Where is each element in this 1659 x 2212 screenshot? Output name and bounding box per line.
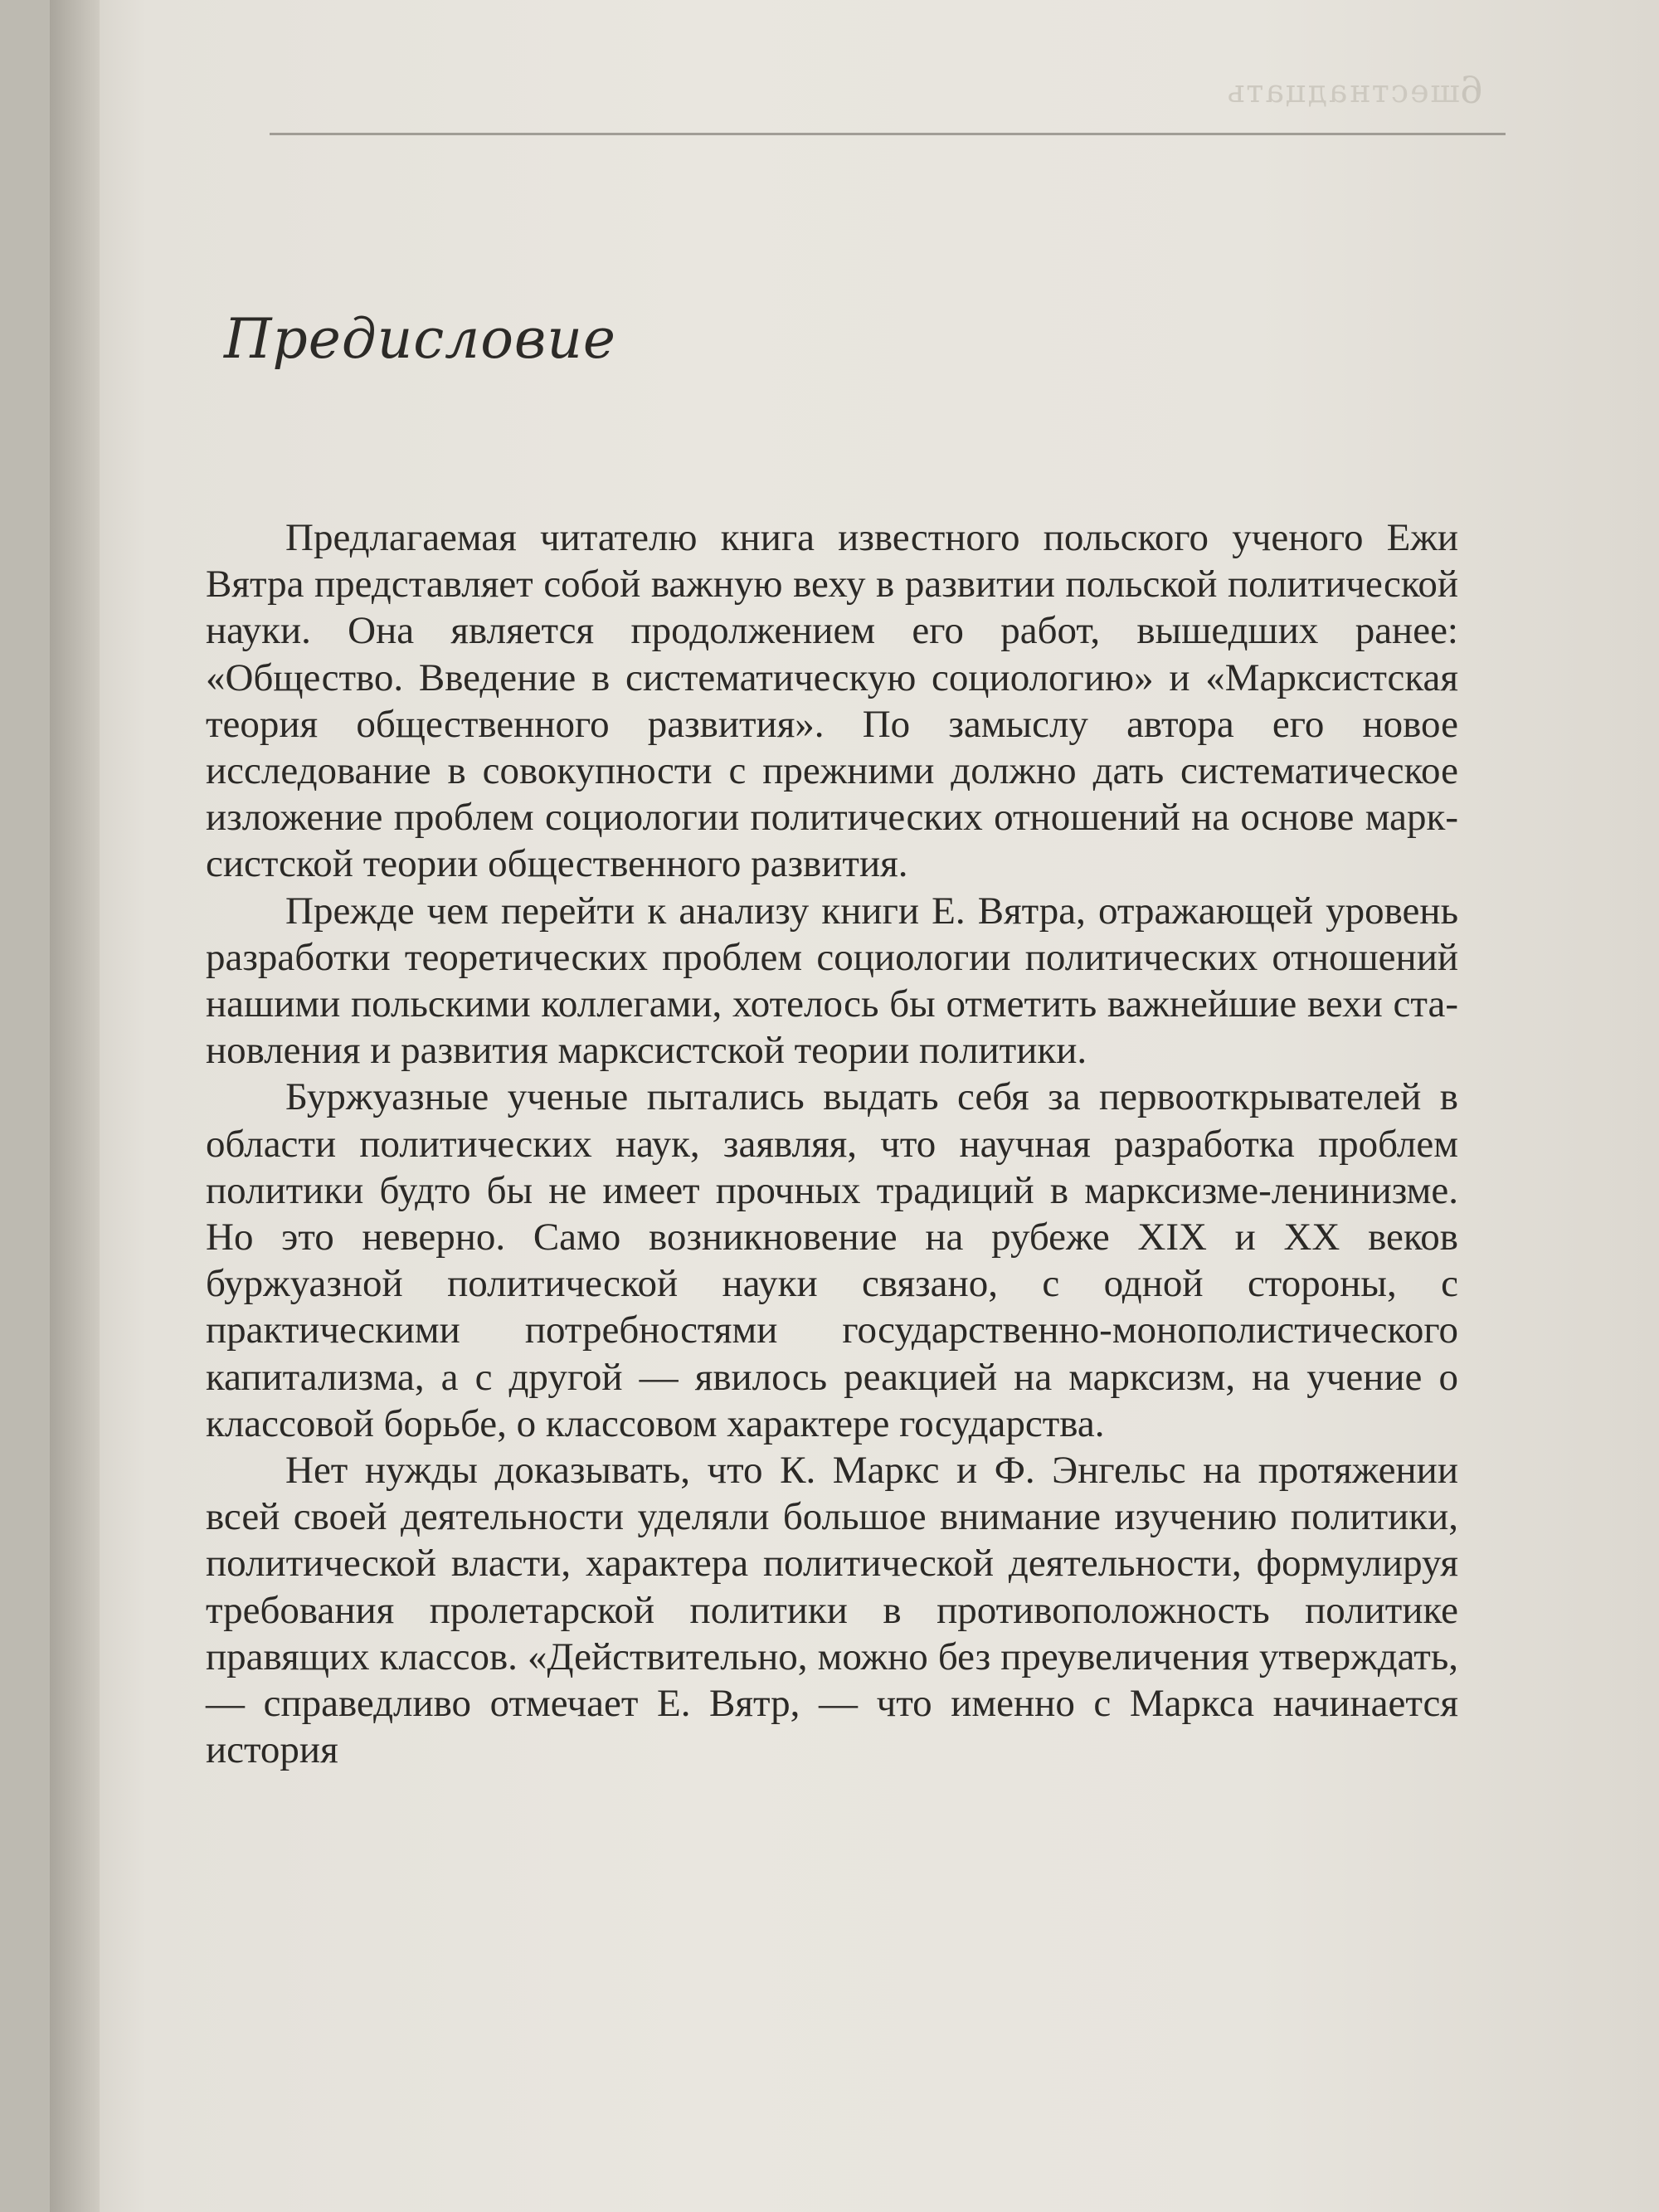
body-text bbox=[206, 514, 1458, 1773]
paragraph-1: Предлагаемая читателю книга известного польского ученого Ежи Вятра представляет собой важную веху в развитии польской политической науки. Она является продолжением его работ, вышедших ранее: «Общество. Введение в систематическую социологию» и «Марксистская теория общественного развития». По замыслу автора его новое исследование в совокупности с прежними должно дать систематическое изложение проблем социологии политических отношений на основе марксистской теории общественного развития. bbox=[206, 516, 1458, 886]
header-rule bbox=[270, 133, 1506, 135]
chapter-title: Предисловие bbox=[224, 307, 616, 371]
bleed-through-page-number: 6 bbox=[1460, 70, 1483, 112]
paragraph-3: Буржуазные ученые пытались выдать себя за первооткрывателей в области политических наук, заявляя, что научная разработка проблем политики будто бы не имеет прочных традиций в марксизме-ленинизме. Но это неверно. Само возникновение на рубеже XIX и XX веков буржуазной политической науки связано, с одной стороны, с практическими потребностями государственно-монополистического капитализма, а с другой — явилось реакцией на марксизм, на учение о классовой борьбе, о классовом характере государства. bbox=[206, 1075, 1458, 1445]
bleed-through-header: шестнадцать bbox=[1225, 73, 1460, 110]
paragraph-2: Прежде чем перейти к анализу книги Е. Вятра, отражающей уровень разработки теоретических проблем социологии политических отношений нашими польскими коллегами, хотелось бы отметить важнейшие вехи становления и развития марксистской теории политики. bbox=[206, 889, 1458, 1073]
page-gutter bbox=[50, 0, 100, 2212]
paragraph-4: Нет нужды доказывать, что К. Маркс и Ф. Энгельс на протяжении всей своей деятельности уделяли большое внимание изучению политики, политической власти, характера политической деятельности, формулируя требования пролетарской политики в противоположность политике правящих классов. «Действительно, можно без преувеличения утверждать,— справедливо отмечает Е. Вятр, — что именно с Маркса начинается история bbox=[206, 1449, 1458, 1772]
